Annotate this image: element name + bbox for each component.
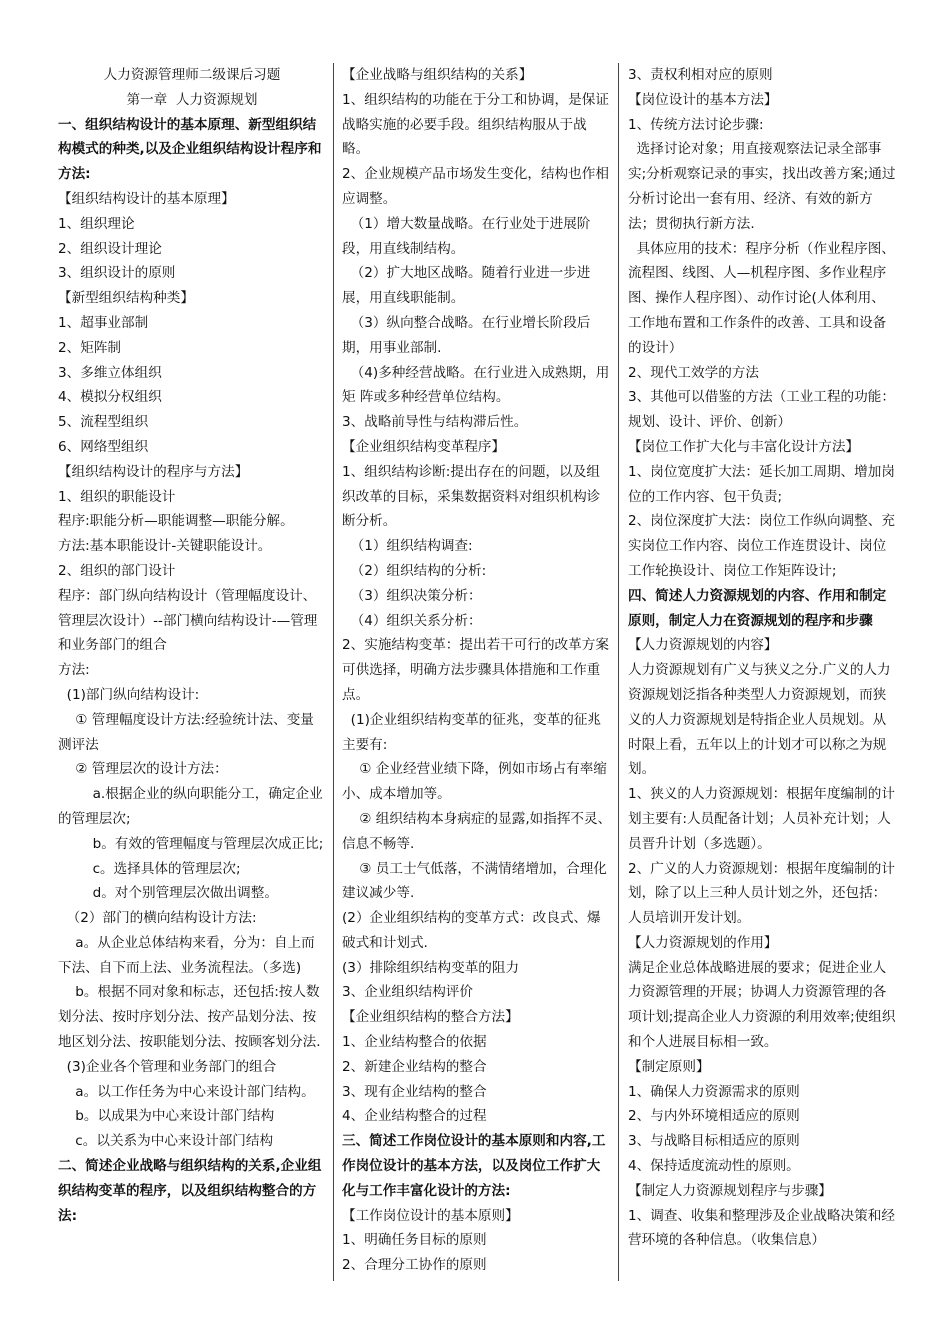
text-line: 方法:基本职能设计-关键职能设计。 <box>58 538 272 555</box>
text-line: 3、其他可以借鉴的方法（工业工程的功能：规划、设计、评价、创新） <box>628 389 895 431</box>
text-line: 【组织结构设计的程序与方法】 <box>58 463 249 480</box>
text-line: 【企业战略与组织结构的关系】 <box>342 67 533 83</box>
text-line: a。以工作任务为中心来设计部门结构。 <box>58 1083 315 1100</box>
text-line: 1、确保人力资源需求的原则 <box>628 1083 800 1100</box>
text-line: 程序：部门纵向结构设计（管理幅度设计、管理层次设计）--部门横向结构设计-—管理和业务部门的组合 <box>58 587 318 654</box>
text-line: 1、明确任务目标的原则 <box>342 1232 487 1249</box>
text-line: 4、模拟分权组织 <box>58 389 162 406</box>
text-line: (1)部门纵向结构设计: <box>58 686 200 703</box>
text-line: 2、实施结构变革：提出若干可行的改革方案可供选择，明确方法步骤具体措施和工作重点。 <box>342 637 609 703</box>
text-line: 1、企业结构整合的依据 <box>342 1034 487 1051</box>
text-line: 1、调查、收集和整理涉及企业战略决策和经营环境的各种信息。（收集信息） <box>628 1207 895 1249</box>
text-line: 【岗位工作扩大化与丰富化设计方法】 <box>628 438 860 455</box>
text-line: (2）企业组织结构的变革方式：改良式、爆破式和计划式. <box>342 910 601 951</box>
text-line: 2、组织设计理论 <box>58 240 162 257</box>
text-line: 2、新建企业结构的整合 <box>342 1058 487 1075</box>
text-line: （1）增大数量战略。在行业处于进展阶段，用直线制结构。 <box>342 215 591 257</box>
text-line: （4)多种经营战略。在行业进入成熟期，用矩 阵或多种经营单位结构。 <box>342 364 610 406</box>
text-line: 2、合理分工协作的原则 <box>342 1257 487 1274</box>
text-line: 2、岗位深度扩大法：岗位工作纵向调整、充实岗位工作内容、岗位工作连贯设计、岗位工作轮换设计、岗位工作矩阵设计; <box>628 513 895 579</box>
text-line: 【制定人力资源规划程序与步骤】 <box>628 1182 832 1199</box>
text-line: 3、责权利相对应的原则 <box>628 67 773 83</box>
column-middle <box>342 63 612 1278</box>
column-left <box>58 63 326 1228</box>
text-line: 3、企业组织结构评价 <box>342 984 473 1001</box>
text-line: a.根据企业的纵向职能分工，确定企业的管理层次; <box>58 786 323 827</box>
text-line: 1、狭义的人力资源规划：根据年度编制的计划主要有:人员配备计划；人员补充计划；人员晋升计划（多选题）。 <box>628 786 895 852</box>
text-line: (1)企业组织结构变革的征兆，变革的征兆主要有: <box>342 711 602 753</box>
document-title: 人力资源管理师二级课后习题 <box>103 67 281 83</box>
text-line: 3、战略前导性与结构滞后性。 <box>342 414 528 431</box>
text-line: a。从企业总体结构来看，分为：自上而下法、自下而上法、业务流程法。（多选) <box>58 934 315 976</box>
text-line: 1、组织结构诊断:提出存在的问题，以及组织改革的目标，采集数据资料对组织机构诊断分析。 <box>342 463 601 530</box>
text-line: （3）组织决策分析： <box>342 587 482 604</box>
text-line: ① 企业经营业绩下降，例如市场占有率缩小、成本增加等。 <box>342 761 607 803</box>
text-line: (3）排除组织结构变革的阻力 <box>342 959 520 976</box>
text-line: 2、矩阵制 <box>58 339 122 356</box>
section-heading: 一、组织结构设计的基本原理、新型组织结构模式的种类,以及企业组织结构设计程序和方法: <box>58 116 322 183</box>
text-line: ② 管理层次的设计方法： <box>58 761 228 778</box>
text-line: ① 管理幅度设计方法:经验统计法、变量测评法 <box>58 711 314 753</box>
text-line: （2）扩大地区战略。随着行业进一步进展，用直线职能制。 <box>342 265 591 307</box>
section-heading: 二、简述企业战略与组织结构的关系,企业组织结构变革的程序，以及组织结构整合的方法: <box>58 1158 322 1224</box>
text-line: 1、组织的职能设计 <box>58 488 176 505</box>
text-line: 3、组织设计的原则 <box>58 265 176 282</box>
text-line: 【人力资源规划的内容】 <box>628 637 778 654</box>
text-line: 6、网络型组织 <box>58 438 149 455</box>
text-line: 满足企业总体战略进展的要求；促进企业人力资源管理的开展；协调人力资源管理的各项计划;提高企业人力资源的利用效率;使组织和个人进展目标相一致。 <box>628 959 896 1051</box>
text-line: 程序:职能分析—职能调整—职能分解。 <box>58 513 294 530</box>
text-line: ③ 员工士气低落，不满情绪增加，合理化建议减少等. <box>342 860 607 902</box>
text-line: b。根据不同对象和标志，还包括:按人数划分法、按时序划分法、按产品划分法、按地区划分法、按职能划分法、按顾客划分法. <box>58 984 321 1051</box>
text-line: 1、传统方法讨论步骤: <box>628 116 764 133</box>
text-line: （1）组织结构调查: <box>342 538 473 555</box>
text-line: 【岗位设计的基本方法】 <box>628 91 778 108</box>
text-line: 5、流程型组织 <box>58 414 149 431</box>
text-line: 选择讨论对象；用直接观察法记录全部事实;分析观察记录的事实，找出改善方案;通过分析讨论出一套有用、经济、有效的新方法；贯彻执行新方法. <box>628 141 896 232</box>
column-right <box>628 63 896 1253</box>
text-line: （4）组织关系分析： <box>342 612 482 629</box>
text-line: 【企业组织结构的整合方法】 <box>342 1009 519 1026</box>
text-line: （3）纵向整合战略。在行业增长阶段后期，用事业部制. <box>342 314 591 356</box>
text-line: 4、企业结构整合的过程 <box>342 1108 487 1125</box>
text-line: 方法: <box>58 662 90 679</box>
text-line: 3、与战略目标相适应的原则 <box>628 1133 800 1150</box>
text-line: ② 组织结构本身病症的显露,如指挥不灵、信息不畅等. <box>342 810 612 852</box>
text-line: 2、企业规模产品市场发生变化，结构也作相应调整。 <box>342 166 609 207</box>
text-line: c。选择具体的管理层次; <box>58 860 241 877</box>
section-heading: 三、简述工作岗位设计的基本原则和内容,工作岗位设计的基本方法，以及岗位工作扩大化与工作丰富化设计的方法: <box>342 1133 606 1199</box>
text-line: （2）组织结构的分析: <box>342 562 487 579</box>
text-line: d。对个别管理层次做出调整。 <box>58 885 278 902</box>
column-divider-right <box>618 63 619 1281</box>
text-line: 【组织结构设计的基本原理】 <box>58 190 235 207</box>
text-line: 3、多维立体组织 <box>58 364 162 381</box>
text-line: 【工作岗位设计的基本原则】 <box>342 1207 519 1224</box>
text-line: 1、组织理论 <box>58 215 135 232</box>
text-line: b。以成果为中心来设计部门结构 <box>58 1108 275 1125</box>
text-line: （2）部门的横向结构设计方法: <box>58 910 257 927</box>
text-line: 【企业组织结构变革程序】 <box>342 438 506 455</box>
text-line: 【人力资源规划的作用】 <box>628 934 778 951</box>
text-line: 1、岗位宽度扩大法：延长加工周期、增加岗位的工作内容、包干负责; <box>628 463 895 505</box>
text-line: 【制定原则】 <box>628 1058 710 1075</box>
text-line: 2、与内外环境相适应的原则 <box>628 1108 800 1125</box>
text-line: 2、现代工效学的方法 <box>628 364 759 381</box>
column-divider-left <box>333 63 334 1281</box>
text-line: 2、广义的人力资源规划：根据年度编制的计划，除了以上三种人员计划之外，还包括：人员培训开发计划。 <box>628 860 895 927</box>
text-line: c。以关系为中心来设计部门结构 <box>58 1133 274 1150</box>
text-line: 1、组织结构的功能在于分工和协调，是保证战略实施的必要手段。组织结构服从于战略。 <box>342 91 609 158</box>
text-line: 具体应用的技术：程序分析（作业程序图、流程图、线图、人—机程序图、多作业程序图、操作人程序图）、动作讨论(人体利用、工作地布置和工作条件的改善、工具和设备的设计） <box>628 240 895 356</box>
text-line: (3)企业各个管理和业务部门的组合 <box>58 1058 277 1075</box>
text-line: 人力资源规划有广义与狭义之分.广义的人力资源规划泛指各种类型人力资源规划，而狭义的人力资源规划是特指企业人员规划。从时限上看，五年以上的计划才可以称之为规划。 <box>628 662 891 778</box>
text-line: 4、保持适度流动性的原则。 <box>628 1158 800 1175</box>
document-title: 第一章 人力资源规划 <box>126 91 258 108</box>
section-heading: 四、简述人力资源规划的内容、作用和制定原则，制定人力在资源规划的程序和步骤 <box>628 587 887 629</box>
text-line: b。有效的管理幅度与管理层次成正比; <box>58 835 324 852</box>
text-line: 【新型组织结构种类】 <box>58 290 194 307</box>
text-line: 3、现有企业结构的整合 <box>342 1083 487 1100</box>
text-line: 2、组织的部门设计 <box>58 562 176 579</box>
text-line: 1、超事业部制 <box>58 314 149 331</box>
